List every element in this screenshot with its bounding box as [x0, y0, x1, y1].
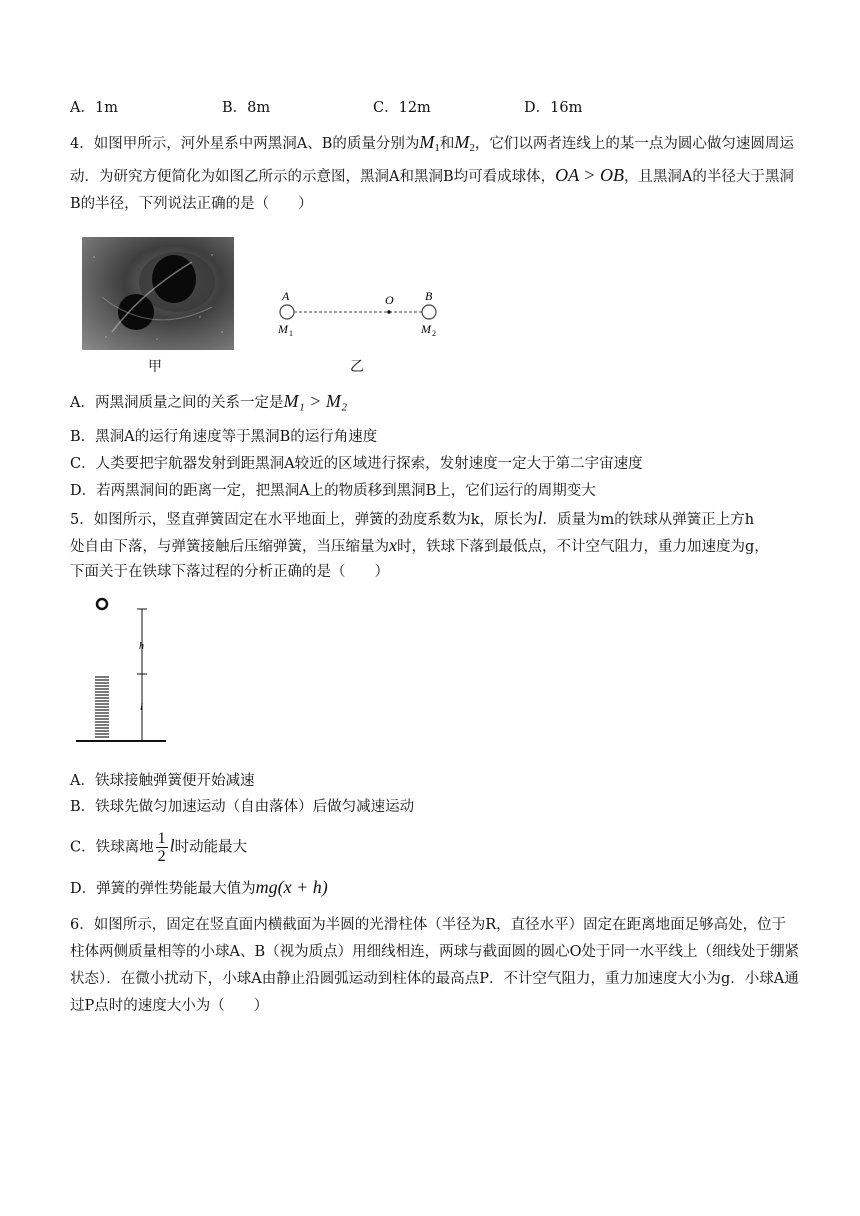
- q4-option-c: C．人类要把宇航器发射到距黑洞A较近的区域进行探索，发射速度一定大于第二宇宙速度: [70, 456, 643, 472]
- label-o: O: [385, 293, 394, 307]
- binary-black-hole-diagram: [272, 285, 452, 345]
- q5-option-a: A．铁球接触弹簧便开始减速: [70, 773, 255, 789]
- q4-option-a: A．两黑洞质量之间的关系一定是M₁ > M₂: [70, 391, 348, 411]
- q5-option-c: C．铁球离地 $\frac{1}{2}$ l时动能最大: [70, 830, 248, 865]
- label-h: h: [139, 641, 144, 652]
- label-a: A: [282, 289, 290, 303]
- q5-stem-line-2: 处自由下落，与弹簧接触后压缩弹簧，当压缩量为x时，铁球下落到最低点，不计空气阻力，重力加速度为g，: [70, 535, 769, 555]
- label-m1-sub: 1: [289, 329, 293, 338]
- black-hole-photo: [82, 237, 234, 350]
- black-hole-image: [82, 237, 234, 350]
- fraction-one-half: $\frac{1}{2}$: [157, 830, 166, 865]
- spring: [95, 677, 109, 737]
- black-hole-a: [280, 305, 294, 319]
- q5-option-d: D．弹簧的弹性势能最大值为mg(x + h): [70, 877, 328, 897]
- spring-ball-diagram: [76, 595, 176, 750]
- q3-option-a: A．1m: [70, 100, 118, 116]
- label-m2: M: [421, 322, 431, 336]
- black-hole-b: [422, 305, 436, 319]
- label-m2-sub: 2: [432, 329, 436, 338]
- figure-yi-caption: 乙: [350, 359, 364, 375]
- q4-option-d: D．若两黑洞间的距离一定，把黑洞A上的物质移到黑洞B上，它们运行的周期变大: [70, 483, 596, 499]
- q3-option-c: C．12m: [373, 100, 431, 116]
- q4-stem: 4．如图甲所示，河外星系中两黑洞A、B的质量分别为$M_1$和$M_2$，它们以两者连线上的某一点为圆心做匀速圆周运动．为研究方便简化为如图乙所示的示意图，黑洞A和黑洞B均可看成球体，OA > OB，且黑洞A的半径大于黑洞B的半径，下列说法正确的是（ ）: [70, 132, 794, 212]
- q5-stem-line-3: 下面关于在铁球下落过程的分析正确的是（ ）: [70, 564, 389, 580]
- q6-stem: 6．如图所示，固定在竖直面内横截面为半圆的光滑柱体（半径为R，直径水平）固定在距离地面足够高处，位于柱体两侧质量相等的小球A、B（视为质点）用细线相连，两球与截面圆的圆心O处于同一水平线上（细线处于绷紧状态）．在微小扰动下，小球A由静止沿圆弧运动到柱体的最高点P．不计空气阻力，重力加速度大小为g．小球A通过P点时的速度大小为（ ）: [70, 917, 800, 1014]
- q5-stem-line-1: 5．如图所示，竖直弹簧固定在水平地面上，弹簧的劲度系数为k，原长为l．质量为m的铁球从弹簧正上方h: [70, 508, 755, 528]
- label-b: B: [425, 289, 433, 303]
- figure-jia-caption: 甲: [148, 359, 162, 375]
- q4-option-b: B．黑洞A的运行角速度等于黑洞B的运行角速度: [70, 429, 378, 445]
- black-hole-small: [118, 294, 154, 330]
- q3-option-d: D．16m: [524, 100, 583, 116]
- black-hole-large: [152, 255, 196, 303]
- center-o: [387, 310, 391, 314]
- iron-ball: [97, 599, 107, 609]
- label-l: l: [140, 702, 143, 713]
- q5-option-b: B．铁球先做匀加速运动（自由落体）后做匀减速运动: [70, 799, 415, 815]
- q3-option-b: B．8m: [222, 100, 271, 116]
- q4-inequality: OA > OB: [555, 165, 624, 185]
- label-m1: M: [278, 322, 288, 336]
